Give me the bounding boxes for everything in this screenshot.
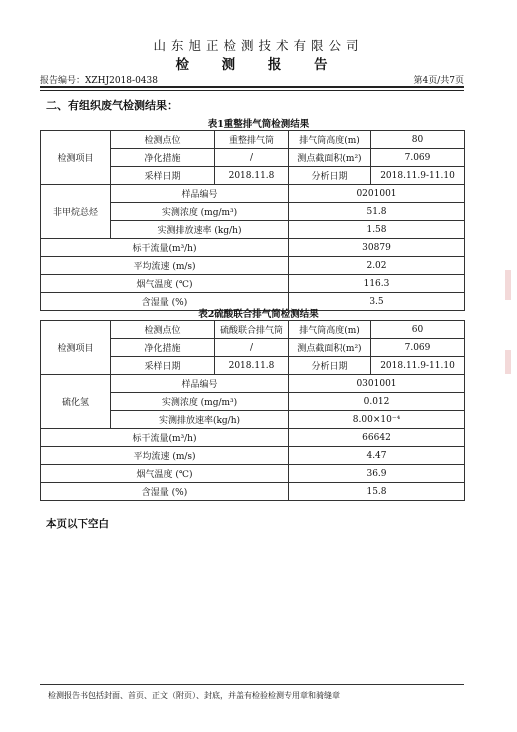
field-value: 7.069 (371, 339, 465, 357)
field-label: 净化措施 (111, 339, 215, 357)
field-value: 1.58 (289, 221, 465, 239)
field-label: 测点截面积(m²) (289, 149, 371, 167)
table-row (41, 257, 465, 275)
field-value: 60 (371, 321, 465, 339)
field-label: 排气筒高度(m) (289, 321, 371, 339)
field-value: / (215, 149, 289, 167)
field-label: 检测点位 (111, 131, 215, 149)
table-row (41, 239, 465, 257)
field-value: / (215, 339, 289, 357)
field-value: 2018.11.8 (215, 167, 289, 185)
field-value: 2018.11.9-11.10 (371, 357, 465, 375)
field-label: 实测浓度 (mg/m³) (111, 393, 289, 411)
field-value: 硫酸联合排气筒 (215, 321, 289, 339)
field-label: 测点截面积(m²) (289, 339, 371, 357)
field-label: 排气筒高度(m) (289, 131, 371, 149)
field-value: 2018.11.9-11.10 (371, 167, 465, 185)
report-number: 报告编号：XZHJ2018-0438 (40, 76, 158, 86)
table1 (40, 130, 465, 311)
field-label: 实测浓度 (mg/m³) (111, 203, 289, 221)
field-value: 36.9 (289, 465, 465, 483)
company-name: 山东旭正检测技术有限公司 (153, 38, 364, 53)
field-label: 分析日期 (289, 357, 371, 375)
table-row (41, 447, 465, 465)
pollutant-label: 非甲烷总烃 (41, 185, 111, 239)
field-value: 0301001 (289, 375, 465, 393)
field-label: 烟气温度 (℃) (41, 465, 289, 483)
field-value: 4.47 (289, 447, 465, 465)
seal-edge-mark (505, 350, 511, 374)
table-row (41, 185, 465, 203)
seal-edge-mark (505, 270, 511, 300)
field-value: 0201001 (289, 185, 465, 203)
document-title: 检 测 报 告 (175, 57, 342, 73)
header-rule-thick (40, 86, 464, 88)
field-label: 含湿量 (%) (41, 483, 289, 501)
table2 (40, 320, 465, 501)
table-row (41, 321, 465, 339)
field-label: 采样日期 (111, 167, 215, 185)
page-number: 第4页/共7页 (413, 76, 464, 86)
field-label: 样品编号 (111, 185, 289, 203)
field-value: 0.012 (289, 393, 465, 411)
section-title: 二、有组织废气检测结果： (46, 99, 178, 112)
table1-caption: 表1重整排气筒检测结果 (207, 119, 310, 130)
footer-note: 检测报告书包括封面、首页、正文（附页）、封底，并盖有检验检测专用章和骑缝章 (48, 691, 340, 700)
field-label: 检测点位 (111, 321, 215, 339)
field-value: 重整排气筒 (215, 131, 289, 149)
field-label: 实测排放速率(kg/h) (111, 411, 289, 429)
field-value: 7.069 (371, 149, 465, 167)
field-value: 80 (371, 131, 465, 149)
group-label: 检测项目 (41, 131, 111, 185)
field-label: 分析日期 (289, 167, 371, 185)
field-label: 含湿量 (%) (41, 293, 289, 311)
field-label: 标干流量(m³/h) (41, 239, 289, 257)
table-row (41, 375, 465, 393)
table-row (41, 429, 465, 447)
field-value: 116.3 (289, 275, 465, 293)
field-value: 51.8 (289, 203, 465, 221)
field-label: 样品编号 (111, 375, 289, 393)
field-value: 30879 (289, 239, 465, 257)
table2-caption: 表2硫酸联合排气筒检测结果 (198, 309, 319, 320)
field-label: 标干流量(m³/h) (41, 429, 289, 447)
field-label: 烟气温度 (℃) (41, 275, 289, 293)
table-row (41, 465, 465, 483)
field-label: 实测排放速率 (kg/h) (111, 221, 289, 239)
field-value: 2.02 (289, 257, 465, 275)
field-label: 平均流速 (m/s) (41, 257, 289, 275)
field-value: 2018.11.8 (215, 357, 289, 375)
field-label: 平均流速 (m/s) (41, 447, 289, 465)
field-label: 采样日期 (111, 357, 215, 375)
table-row (41, 131, 465, 149)
field-value: 15.8 (289, 483, 465, 501)
pollutant-label: 硫化氢 (41, 375, 111, 429)
header-rule-thin (40, 90, 464, 91)
table-row (41, 483, 465, 501)
field-value: 3.5 (289, 293, 465, 311)
group-label: 检测项目 (41, 321, 111, 375)
field-label: 净化措施 (111, 149, 215, 167)
footer-rule (40, 684, 464, 685)
field-value: 66642 (289, 429, 465, 447)
blank-note: 本页以下空白 (46, 518, 109, 530)
table-row (41, 275, 465, 293)
field-value: 8.00×10⁻⁴ (289, 411, 465, 429)
